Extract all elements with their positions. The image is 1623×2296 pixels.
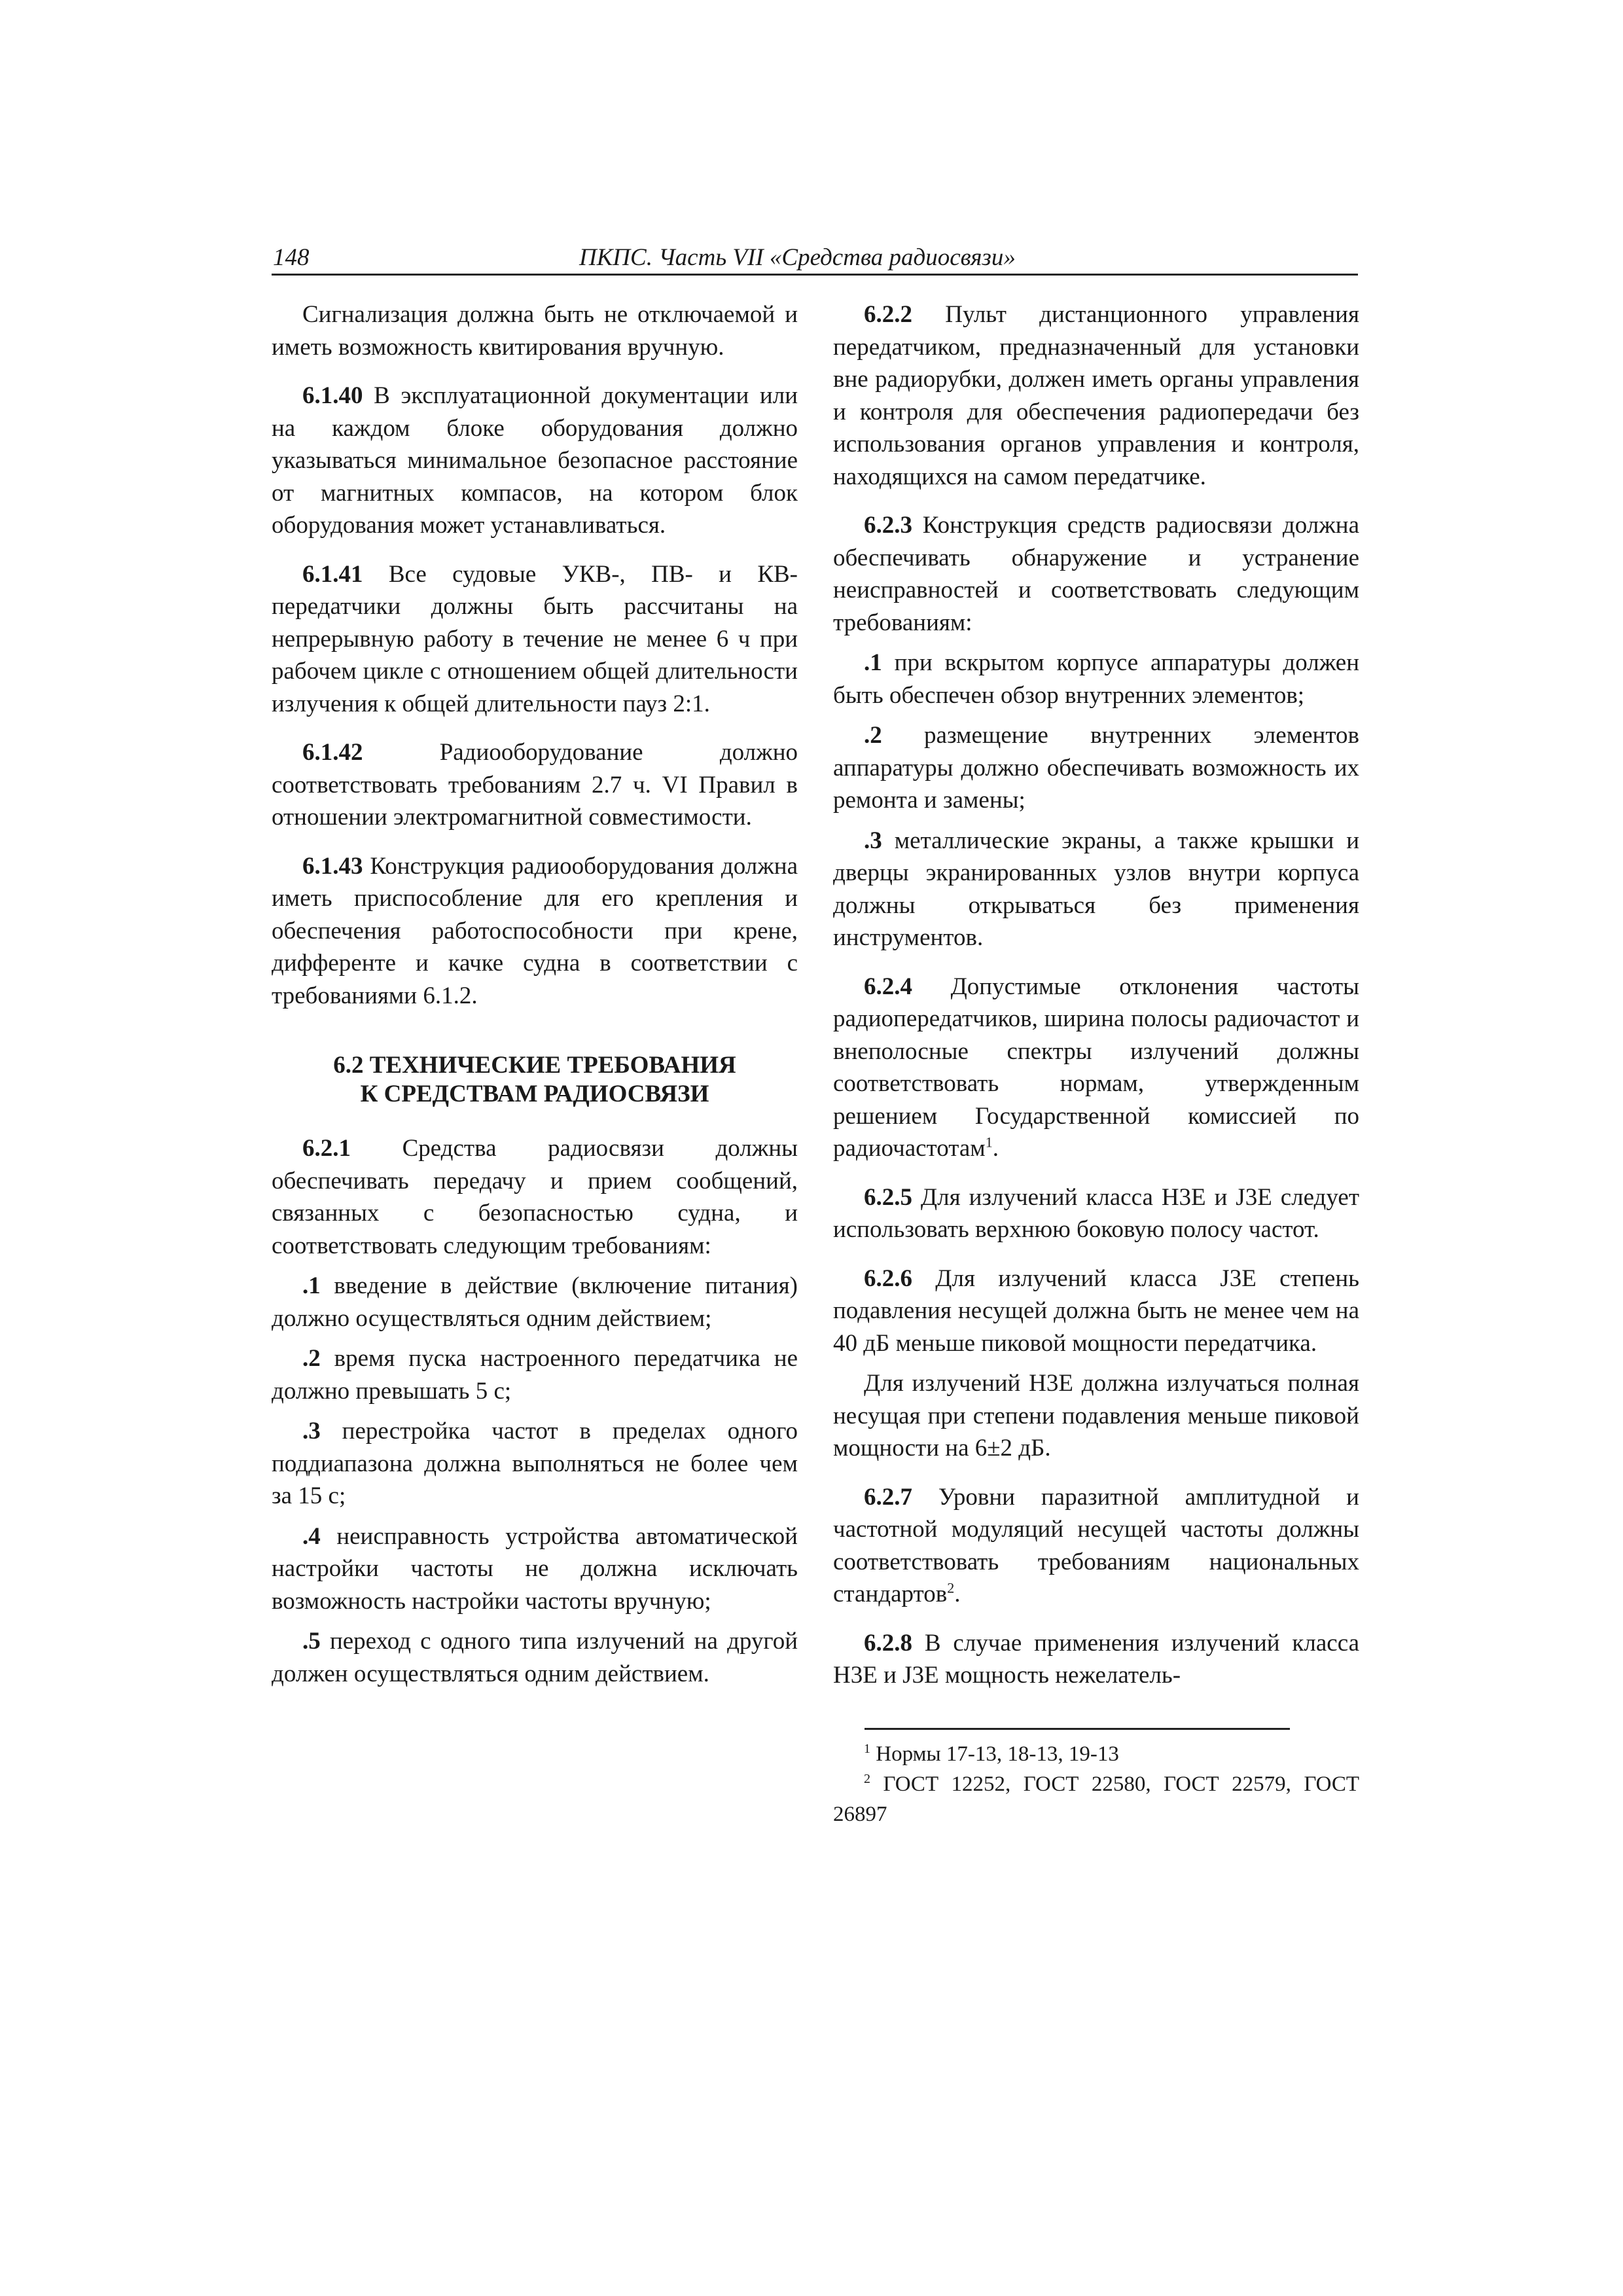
list-item-1 (272, 1270, 798, 1335)
footnote-mark: 2 (864, 1771, 870, 1786)
item-number: .3 (302, 1418, 321, 1444)
page-header (272, 243, 1358, 276)
section-heading-line-1: 6.2 ТЕХНИЧЕСКИЕ ТРЕБОВАНИЯ (333, 1052, 736, 1079)
clause-number: 6.2.3 (864, 512, 912, 539)
clause-text: Для излучений класса Н3Е и J3E следует использовать верхнюю боковую полосу частот. (833, 1183, 1359, 1243)
clause-number: 6.2.2 (864, 301, 912, 328)
right-column (833, 298, 1359, 1829)
paragraph-h3e: Для излучений Н3Е должна излучаться полная несущая при степени подавления меньше пиковой мощности на 6±2 дБ. (833, 1370, 1359, 1462)
clause-text: Допустимые отклонения частоты радиопередатчиков, ширина полосы радиочастот и внеполосные спектры излучений должны соответствовать нормам, утвержденным решением Государственной комиссией по радиочастотам (833, 973, 1359, 1162)
item-number: .2 (864, 722, 882, 749)
clause-number: 6.2.1 (302, 1135, 351, 1162)
item-number: .5 (302, 1628, 321, 1655)
clause-number: 6.2.4 (864, 973, 912, 1000)
footnote-divider (865, 1728, 1290, 1730)
item-number: .2 (302, 1345, 321, 1372)
clause-tail: . (954, 1581, 961, 1607)
footnote-ref[interactable]: 2 (947, 1579, 955, 1596)
list-item-2 (833, 719, 1359, 817)
paragraph-6-2-8 (833, 1627, 1359, 1692)
paragraph-6-2-5 (833, 1181, 1359, 1246)
clause-text: Пульт дистанционного управления передатчиком, предназначенный для установки вне радиорубки, должен иметь органы управления и контроля для обеспечения радиопередачи без использования органов управления и контроля, находящихся на самом передатчике. (833, 301, 1359, 490)
item-text: введение в действие (включение питания) должно осуществляться одним действием; (272, 1272, 798, 1332)
clause-text: В эксплуатационной документации или на каждом блоке оборудования должно указываться минимальное безопасное расстояние от магнитных компасов, на котором блок оборудования может устанавливаться. (272, 382, 798, 539)
clause-text: Уровни паразитной амплитудной и частотной модуляций несущей частоты должны соответствовать требованиям национальных стандартов (833, 1483, 1359, 1607)
paragraph-6-1-43 (272, 850, 798, 1013)
clause-text: Для излучений класса J3E степень подавления несущей должна быть не менее чем на 40 дБ меньше пиковой мощности передатчика. (833, 1265, 1359, 1357)
clause-number: 6.2.6 (864, 1265, 912, 1292)
clause-number: 6.1.41 (302, 560, 363, 588)
paragraph-6-1-40 (272, 380, 798, 542)
paragraph-6-2-1 (272, 1132, 798, 1262)
clause-text: Радиооборудование должно соответствовать требованиям 2.7 ч. VI Правил в отношении электромагнитной совместимости. (272, 739, 798, 831)
list-item-5 (272, 1625, 798, 1690)
footnote-1 (833, 1739, 1359, 1769)
list-item-3 (272, 1415, 798, 1513)
footnote-ref[interactable]: 1 (985, 1134, 993, 1151)
clause-text: Конструкция радиооборудования должна иметь приспособление для его крепления и обеспечения работоспособности при крене, дифференте и качке судна в соответствии с требованиями 6.1.2. (272, 852, 798, 1009)
paragraph-6-2-7 (833, 1481, 1359, 1611)
item-text: металлические экраны, а также крышки и дверцы экранированных узлов внутри корпуса должны открываться без применения инструментов. (833, 827, 1359, 951)
section-heading-line-2: К СРЕДСТВАМ РАДИОСВЯЗИ (360, 1081, 709, 1107)
item-text: размещение внутренних элементов аппаратуры должно обеспечивать возможность их ремонта и замены; (833, 722, 1359, 814)
item-text: переход с одного типа излучений на другой должен осуществляться одним действием. (272, 1628, 798, 1687)
clause-number: 6.1.42 (302, 739, 363, 766)
clause-number: 6.2.7 (864, 1483, 912, 1511)
clause-number: 6.2.8 (864, 1629, 912, 1657)
item-text: неисправность устройства автоматической настройки частоты не должна исключать возможность настройки частоты вручную; (272, 1522, 798, 1615)
item-text: перестройка частот в пределах одного поддиапазона должна выполняться не более чем за 15 с; (272, 1418, 798, 1509)
item-number: .1 (302, 1272, 321, 1299)
item-text: время пуска настроенного передатчика не должно превышать 5 с; (272, 1345, 798, 1405)
paragraph-6-1-42 (272, 736, 798, 834)
clause-text: Все судовые УКВ-, ПВ- и КВ-передатчики должны быть рассчитаны на непрерывную работу в течение не менее 6 ч при рабочем цикле с отношением общей длительности излучения к общей длительности пауз 2:1. (272, 560, 798, 717)
clause-number: 6.2.5 (864, 1183, 912, 1211)
item-number: .4 (302, 1522, 321, 1550)
clause-text: Конструкция средств радиосвязи должна обеспечивать обнаружение и устранение неисправностей и соответствовать следующим требованиям: (833, 512, 1359, 636)
clause-text: В случае применения излучений класса Н3Е и J3E мощность нежелатель- (833, 1629, 1359, 1689)
footnote-text: ГОСТ 12252, ГОСТ 22580, ГОСТ 22579, ГОСТ 26897 (833, 1772, 1359, 1826)
list-item-3 (833, 825, 1359, 954)
clause-tail: . (992, 1135, 999, 1162)
list-item-4 (272, 1520, 798, 1618)
list-item-2 (272, 1342, 798, 1407)
paragraph-6-2-2 (833, 298, 1359, 493)
list-item-1 (833, 647, 1359, 711)
running-title: ПКПС. Часть VII «Средства радиосвязи» (579, 244, 1016, 271)
clause-text: Средства радиосвязи должны обеспечивать передачу и прием сообщений, связанных с безопасностью судна, и соответствовать следующим требованиям: (272, 1135, 798, 1259)
item-text: при вскрытом корпусе аппаратуры должен быть обеспечен обзор внутренних элементов; (833, 649, 1359, 709)
footnote-text: Нормы 17-13, 18-13, 19-13 (870, 1742, 1119, 1766)
footnote-mark: 1 (864, 1741, 870, 1756)
left-column (272, 298, 798, 1698)
paragraph-6-2-4 (833, 971, 1359, 1165)
paragraph-6-2-6 (833, 1263, 1359, 1360)
item-number: .1 (864, 649, 882, 676)
page-number: 148 (273, 244, 310, 271)
footnote-2 (833, 1769, 1359, 1829)
paragraph-6-1-41 (272, 558, 798, 721)
section-heading (272, 1051, 798, 1109)
item-number: .3 (864, 827, 882, 854)
clause-number: 6.1.43 (302, 852, 363, 880)
clause-number: 6.1.40 (302, 382, 363, 409)
paragraph-6-2-3 (833, 509, 1359, 639)
paragraph-intro: Сигнализация должна быть не отключаемой и иметь возможность квитирования вручную. (272, 301, 798, 361)
